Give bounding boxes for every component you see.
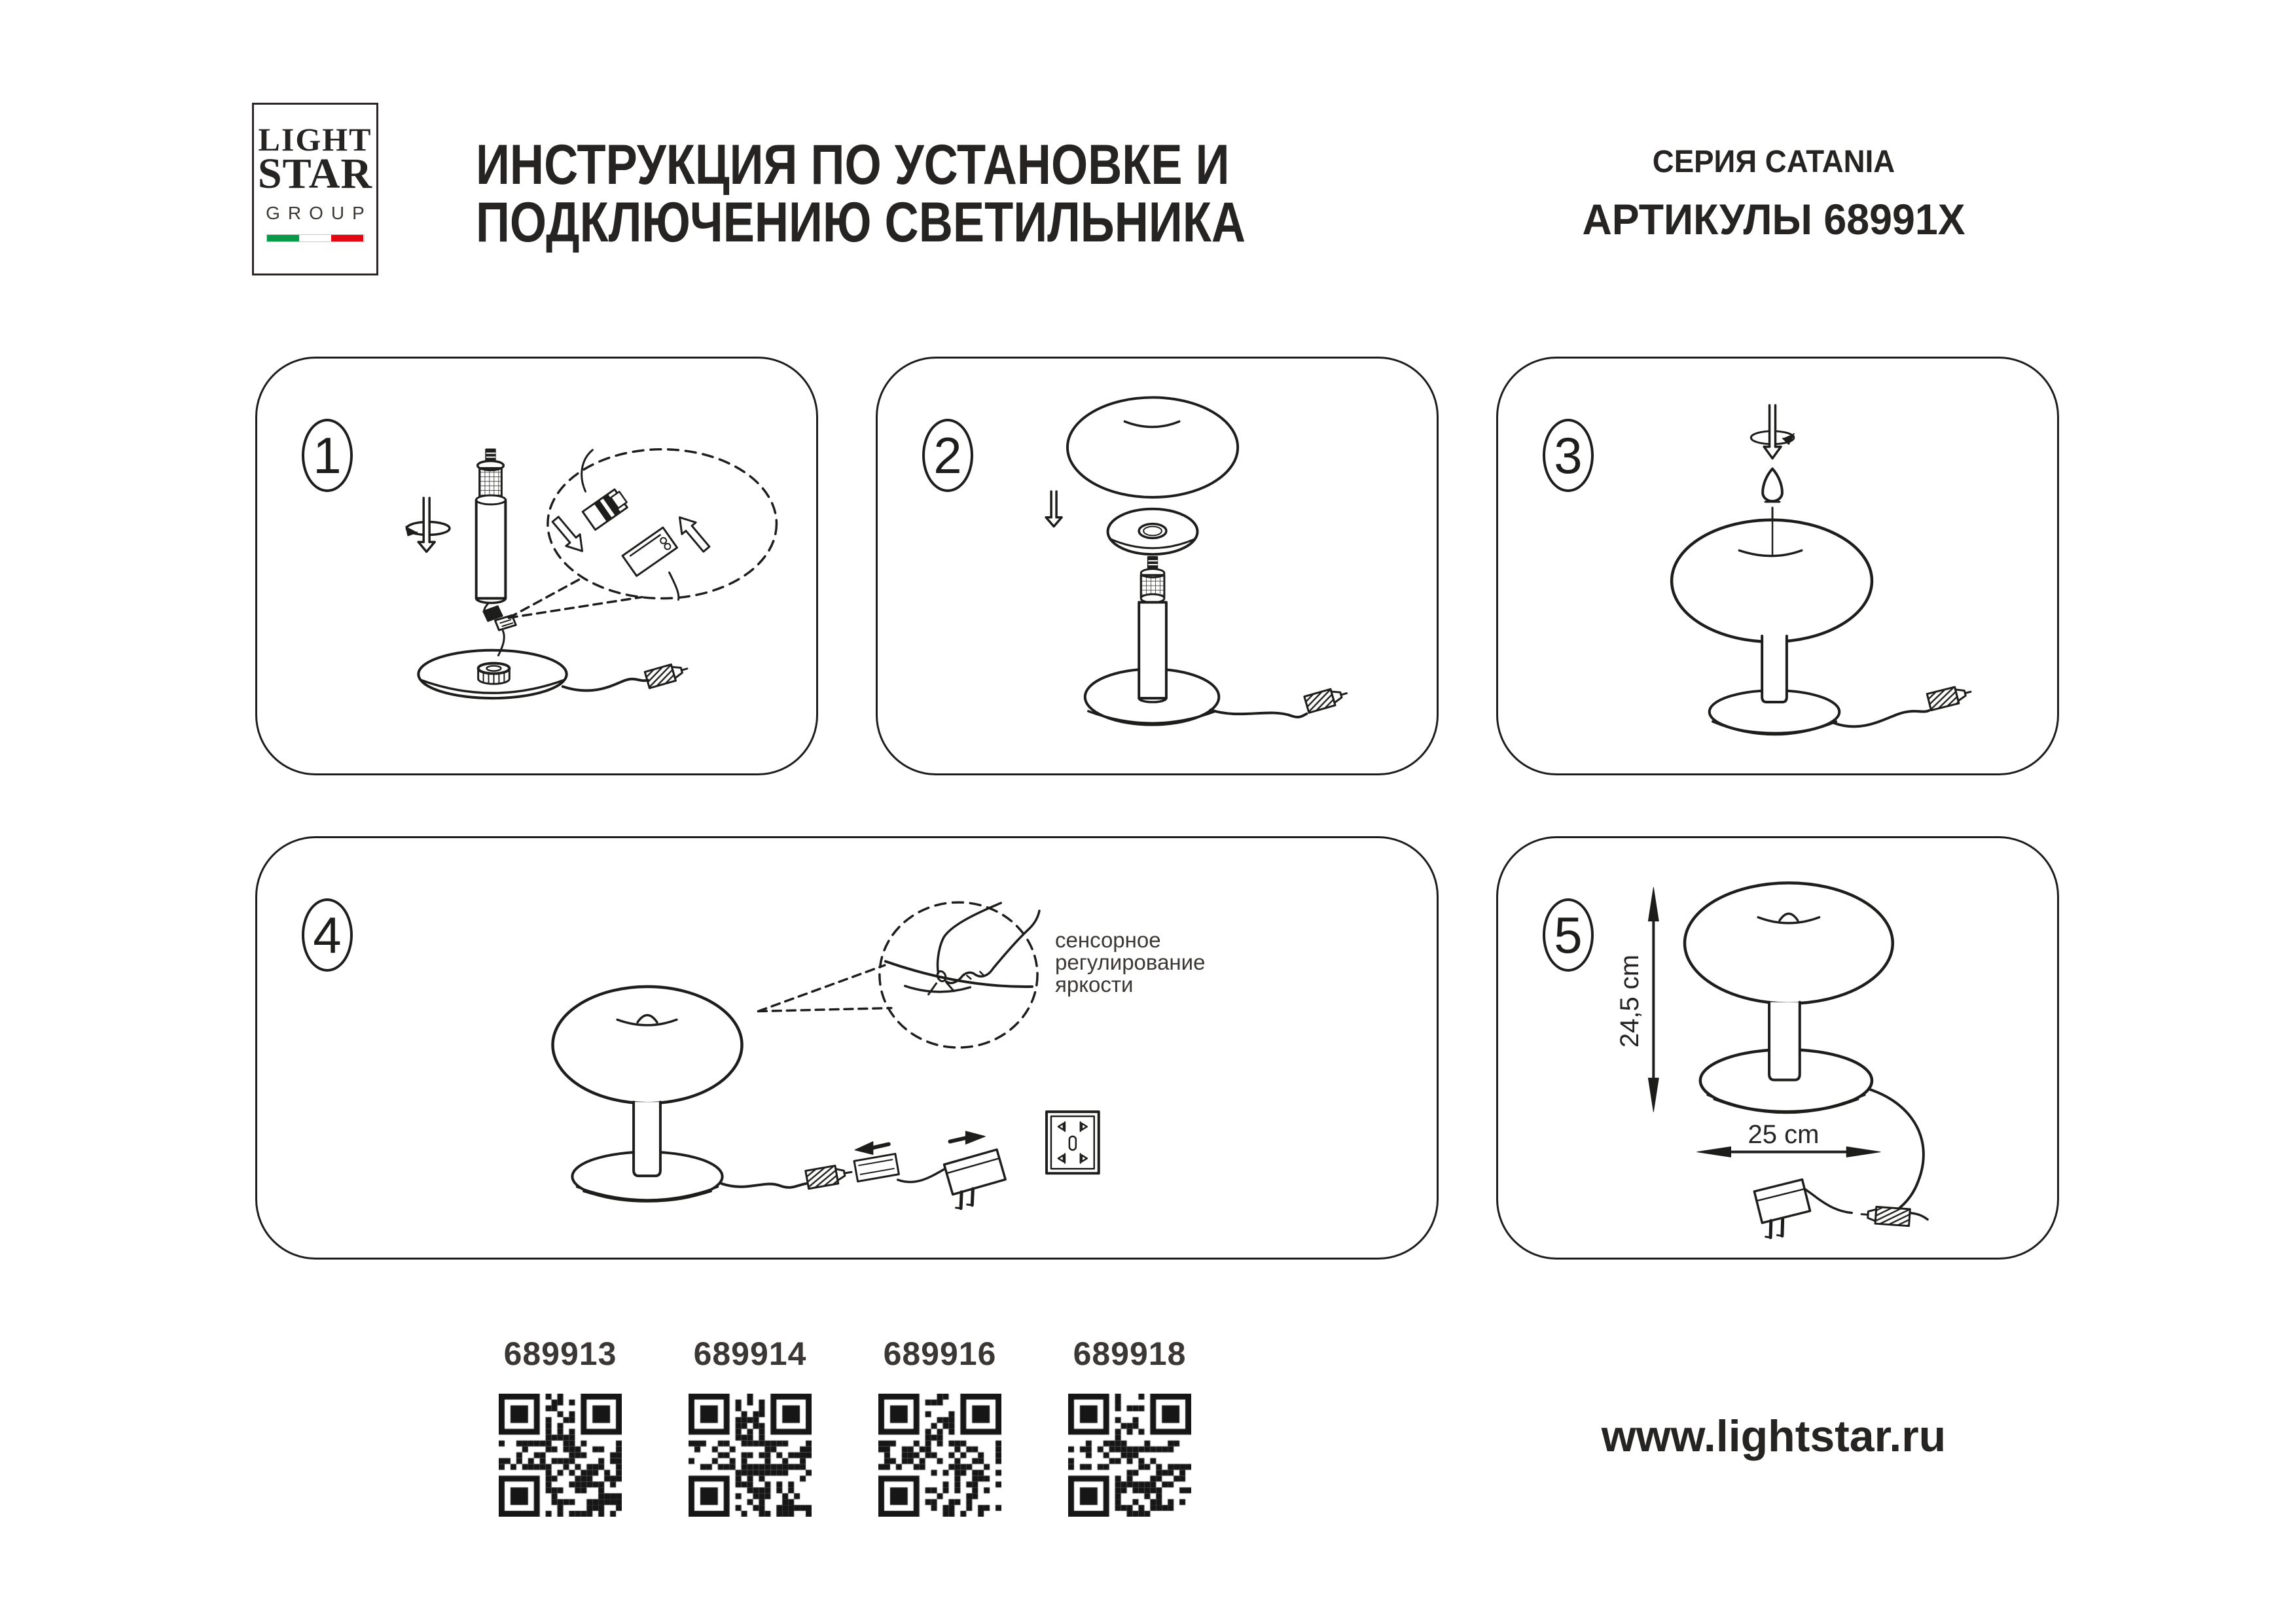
step-number-badge: 4 [302, 898, 353, 972]
step1-diagram [257, 359, 816, 773]
lamp-shade [1672, 520, 1872, 642]
series-block [1564, 144, 1983, 244]
female-connector [622, 527, 679, 599]
insert-arrow-up [673, 512, 713, 555]
step3-diagram [1498, 359, 2057, 773]
male-connector [582, 450, 630, 530]
article-code: 689916 [883, 1335, 997, 1372]
article-block [662, 1335, 838, 1517]
bulb-icon [1763, 468, 1782, 502]
logo-word-star: STAR [257, 150, 373, 198]
qr-code [689, 1394, 812, 1517]
rotate-push-icon [406, 498, 450, 552]
step-panel-5 [1496, 836, 2059, 1260]
italian-flag-icon [266, 234, 365, 242]
qr-code [878, 1394, 1001, 1517]
disconnect-arrow [855, 1142, 889, 1155]
step-panel-1 [255, 357, 818, 775]
hand-touch-icon [929, 903, 1039, 995]
wall-socket-icon [1047, 1112, 1099, 1173]
inline-connector [722, 1154, 948, 1190]
article-block [852, 1335, 1028, 1517]
touch-dimming-note: сенсорное регулирование яркости [1055, 928, 1206, 997]
website-link[interactable]: www.lightstar.ru [1601, 1411, 1946, 1461]
lightstar-logo [252, 103, 378, 275]
step-number-badge: 5 [1543, 898, 1594, 972]
step-number-badge: 2 [922, 419, 973, 492]
logo-word-group: GROUP [266, 203, 372, 223]
power-cable [1833, 684, 1973, 727]
rotate-push-icon [1751, 404, 1794, 458]
page-title [476, 133, 1246, 254]
logo-word-light: LIGHT [258, 121, 372, 158]
title-line-2: ПОДКЛЮЧЕНИЮ СВЕТИЛЬНИКА [476, 191, 1246, 254]
table-lamp [552, 987, 742, 1201]
qr-code [499, 1394, 622, 1517]
step-panel-2 [876, 357, 1439, 775]
lamp-pole [1139, 557, 1166, 702]
step-number-badge: 1 [302, 419, 353, 492]
step4-diagram [257, 838, 1437, 1258]
article-code: 689913 [503, 1335, 617, 1372]
washer-disc [1108, 509, 1198, 554]
touch-detail-balloon [758, 902, 1039, 1048]
power-cable [563, 660, 690, 690]
height-dimension-label: 24,5 cm [1615, 954, 1644, 1048]
table-lamp [1685, 883, 1893, 1113]
lamp-pole [476, 450, 516, 630]
power-adapter [944, 1150, 1010, 1210]
articles-label: АРТИКУЛЫ 68991X [1582, 195, 1965, 243]
lamp-stem [1762, 636, 1787, 702]
power-adapter [1754, 1180, 1814, 1240]
qr-code [1068, 1394, 1191, 1517]
width-dimension-label: 25 cm [1748, 1120, 1820, 1149]
step-panel-4 [255, 836, 1439, 1260]
connect-arrow [950, 1131, 985, 1144]
step-panel-3 [1496, 357, 2059, 775]
step2-diagram [878, 359, 1437, 773]
power-cable [1210, 685, 1349, 717]
height-dimension-arrow [1648, 887, 1659, 1112]
lamp-base [418, 631, 566, 698]
connector-detail-balloon [509, 450, 776, 618]
article-code: 689914 [693, 1335, 807, 1372]
title-line-1: ИНСТРУКЦИЯ ПО УСТАНОВКЕ И [476, 133, 1230, 196]
step5-diagram [1498, 838, 2057, 1258]
down-arrow-icon [1046, 491, 1062, 526]
article-block [473, 1335, 648, 1517]
article-block [1042, 1335, 1217, 1517]
article-code: 689918 [1073, 1335, 1187, 1372]
step-number-badge: 3 [1543, 419, 1594, 492]
series-label: СЕРИЯ CATANIA [1652, 145, 1895, 179]
lamp-shade [1067, 397, 1238, 497]
